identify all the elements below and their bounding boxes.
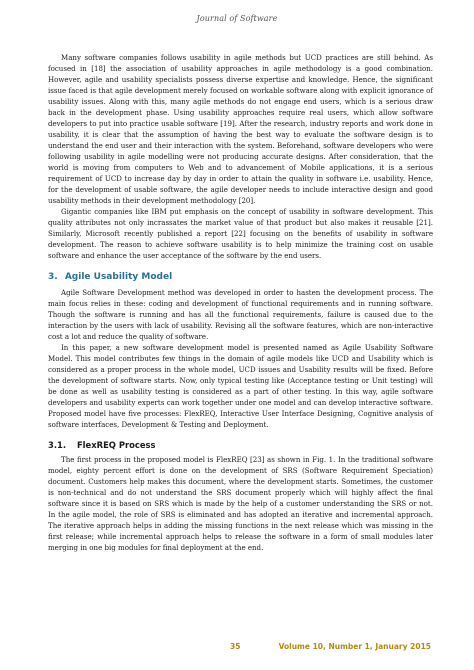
paragraph: The first process in the proposed model is FlexREQ [23] as shown in Fig. 1. In the traditional software model, eighty percent effort is done on the development of SRS (Software Requirement Speciation) document. Customers help makes this document, where the development starts. Sometimes, the customer is non-technical and do not understand the SRS document properly which will highly affect the final software since it is based on SRS which is made by the help of a customer understanding the SRS or not. In the agile model, the role of SRS is eliminated and has adopted an iterative and incremental approach. The iterative approach helps in adding the missing functions in the next release which was missing in the first release; while incremental approach helps to release the software in a form of small modules later merging in one big modules for final deployment at the end. bbox=[48, 454, 433, 552]
page-number: 35 bbox=[230, 642, 241, 651]
subsection-title: FlexREQ Process bbox=[76, 439, 156, 450]
section-number: 3. bbox=[48, 272, 58, 283]
paragraph: In this paper, a new software development model is presented named as Agile Usability Software Model. This model contributes few things in the domain of agile models like UCD and Usability which is considered as a proper process in the whole model, UCD issues and Usability results will be fixed. Before the development of software starts. Now, only typical testing like (Acceptance testing or Unit testing) will be done as well as usability testing is considered as a part of other testing. In this way, agile software developers and usability experts can work together under one model and can develop interactive software. Proposed model have five processes: FlexREQ, Interactive User Interface Designing, Cognitive analysis of software interfaces, Development & Testing and Deployment. bbox=[48, 343, 433, 430]
section-heading bbox=[48, 272, 433, 282]
article-body bbox=[48, 52, 433, 553]
journal-header: Journal of Software bbox=[196, 14, 278, 23]
volume-info: Volume 10, Number 1, January 2015 bbox=[278, 642, 431, 651]
section-title: Agile Usability Model bbox=[64, 272, 173, 283]
paragraph: Agile Software Development method was developed in order to hasten the development process. The main focus relies in these: coding and development of functional requirements and in running software. Though the software is running and has all the functional requirements, failure is caused due to the interaction by the users with lack of usability. Revising all the software features, which are non-interactive cost a lot and reduce the quality of software. bbox=[48, 288, 433, 342]
paragraph: Many software companies follows usability in agile methods but UCD practices are still behind. As focused in [18] the association of usability approaches in agile methodology is a good combination. However, agile and usability specialists possess diverse expertise and knowledge. Hence, the significant issue faced is that agile development merely focused on workable software along with explicit ignorance of usability issues. Along with this, many agile methods do not engage end users, which is a serious draw back in the development phase. Using usability approaches require real users, which allow software developers to put into practice usable software [19]. After the research, industry reports and work done in usability, it is clear that the assumption of having the best way to evaluate the software design is to understand the end user and their interaction with the system. Beforehand, software developers who were following usability in agile modelling were not producing accurate designs. After consideration, that the world is moving from computers to Web and to advancement of Mobile applications, it is a serious requirement of UCD to increase day by day in order to attain the quality in software i.e. usability. Hence, for the development of usable software, the agile developer needs to include interactive design and good usability methods in their development methodology [20]. bbox=[48, 53, 433, 206]
subsection-heading bbox=[48, 440, 433, 450]
subsection-number: 3.1. bbox=[48, 439, 67, 450]
paragraph: Gigantic companies like IBM put emphasis on the concept of usability in software development. This quality attributes not only incrassates the market value of that product but also makes it reusable [21]. Similarly, Microsoft recently published a report [22] focusing on the benefits of usability in software development. The reason to achieve software usability is to help minimize the training cost on usable software and enhance the user acceptance of the software by the end users. bbox=[48, 207, 433, 261]
